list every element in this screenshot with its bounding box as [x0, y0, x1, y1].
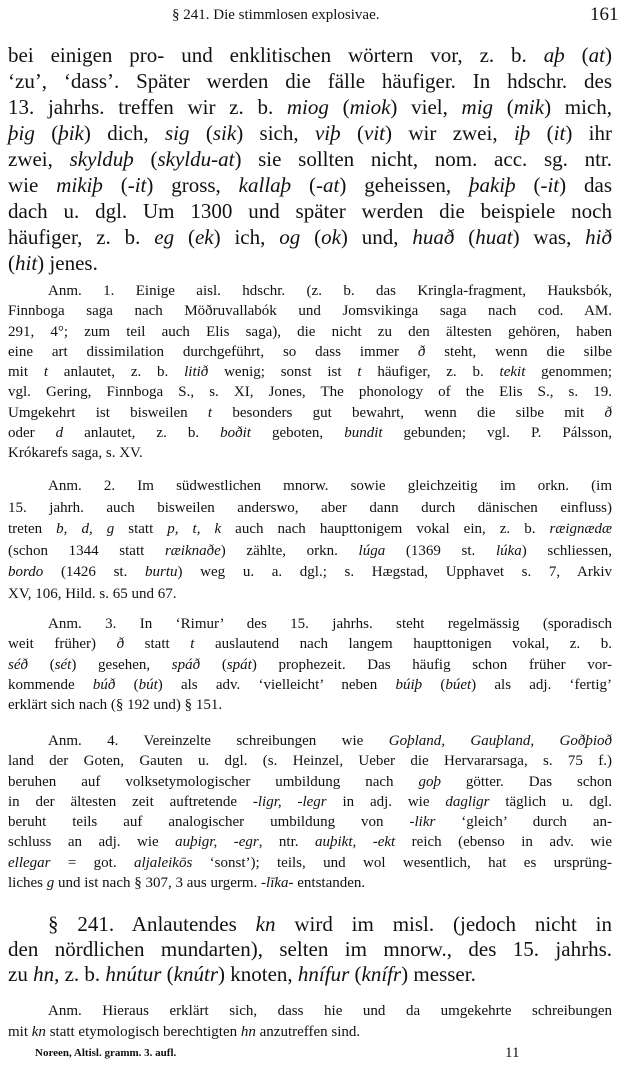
text-run: besonders gut bewahrt, wenn die silbe mit [212, 404, 605, 421]
text-run: ( [189, 121, 213, 145]
text-run: auslautend nach langem haupttonigen vokal, z. b. [194, 636, 612, 653]
text-run: (1369 st. [385, 542, 496, 559]
text-line [8, 731, 612, 751]
italic-word: -likr [409, 814, 436, 831]
italic-word: bordo [8, 564, 44, 580]
text-run: (1426 st. [43, 564, 146, 580]
italic-word: knútr [173, 962, 218, 986]
text-line [8, 962, 612, 987]
text-run: , z. b. [54, 962, 106, 986]
italic-word: lúga [358, 542, 386, 559]
text-run: XV, 106, Hild. s. 65 und 67. [8, 585, 177, 602]
text-run: ‘sonst’); teils, und wol wesentlich, hat es ursprüng- [192, 854, 612, 871]
text-line [8, 443, 612, 463]
text-line [8, 322, 612, 342]
text-run: Anm. 3. In ‘Rimur’ des 15. jahrhs. steht regelmässig (sporadisch [48, 616, 612, 632]
text-line [8, 751, 612, 771]
italic-word: miog [286, 95, 329, 119]
text-run: statt [114, 521, 168, 537]
text-line [8, 382, 612, 402]
text-line [8, 301, 612, 321]
text-run: mit [8, 364, 44, 381]
text-run: ( [328, 95, 350, 119]
text-line [8, 519, 612, 541]
text-line [8, 250, 612, 276]
italic-word: tekit [499, 364, 526, 381]
text-run: ( [34, 121, 59, 145]
text-run: kommende [8, 676, 93, 693]
text-line [8, 403, 612, 423]
italic-word: it [553, 121, 566, 145]
italic-word: mikiþ [56, 173, 103, 197]
text-run: ( [564, 43, 589, 67]
italic-word: miok [349, 95, 391, 119]
italic-word: t [190, 636, 195, 653]
text-run: geboten, [250, 425, 345, 442]
text-run: schluss an adj. wie [8, 834, 176, 851]
text-line [8, 42, 612, 68]
text-run: anlautet, z. b. [63, 425, 221, 442]
text-run: reich (ebenso in adv. wie [395, 834, 612, 851]
text-run: häufiger, z. b. [361, 364, 500, 381]
italic-word: búð [92, 676, 116, 693]
italic-word: bundit [344, 425, 383, 442]
italic-word: séð [8, 656, 28, 673]
text-run: täglich u. dgl. [489, 793, 612, 810]
text-run: ( [133, 147, 158, 171]
text-run: ) und, [340, 225, 413, 249]
text-run: ) messer. [401, 962, 476, 986]
italic-word: hn [33, 962, 55, 986]
text-run: ) schliessen, [521, 542, 612, 559]
text-run: gebunden; vgl. P. Pálsson, [382, 425, 612, 442]
italic-word: ræignædæ [549, 521, 613, 537]
text-line [8, 68, 612, 94]
text-run: ) prophezeit. Das häufig schon früher vor- [251, 656, 612, 673]
running-title: § 241. Die stimmlosen explosivae. [172, 7, 380, 23]
italic-word: sik [212, 121, 237, 145]
italic-word: hn [240, 1024, 256, 1040]
text-run: ) viel, [390, 95, 462, 119]
italic-word: skylduþ [69, 147, 134, 171]
text-run: ( [102, 173, 128, 197]
text-line [8, 562, 612, 584]
italic-word: burtu [145, 564, 178, 580]
italic-word: ellegar [8, 854, 51, 871]
italic-word: mik [513, 95, 545, 119]
text-run: wird im misl. (jedoch nicht in [275, 912, 612, 936]
text-line [8, 281, 612, 301]
italic-word: -it [540, 173, 560, 197]
text-line [8, 172, 612, 198]
anm-5 [8, 1001, 612, 1043]
text-run: ( [349, 962, 362, 986]
italic-word: ræiknaðe [164, 542, 221, 559]
text-run: treten [8, 521, 57, 537]
text-run: ) mich, [544, 95, 613, 119]
italic-word: hið [585, 225, 613, 249]
text-run: 15. jahrh. auch bisweilen anderswo, aber dann durch dänischen einfluss) [8, 499, 612, 516]
text-line [8, 772, 612, 792]
text-run: Anm. 1. Einige aisl. hdschr. (z. b. das Kringla-fragment, Hauksbók, [48, 283, 612, 299]
italic-word: ok [321, 225, 341, 249]
main-text [8, 42, 612, 276]
italic-word: iþ [513, 121, 531, 145]
text-run: ) gross, [146, 173, 239, 197]
text-run: ) ich, [213, 225, 280, 249]
text-run: Anm. 2. Im südwestlichen mnorw. sowie gleichzeitig im orkn. (im [48, 478, 612, 494]
text-run: ( [493, 95, 514, 119]
footer-source: Noreen, Altisl. gramm. 3. aufl. [35, 1047, 177, 1059]
text-line [8, 655, 612, 675]
text-line [8, 1022, 612, 1043]
text-line [8, 498, 612, 520]
text-run: auch nach haupttonigem vokal ein, z. b. [221, 521, 550, 537]
italic-word: búet [445, 676, 472, 693]
italic-word: huat [475, 225, 513, 249]
text-run: anzutreffen sind. [255, 1024, 361, 1040]
text-run: oder [8, 425, 56, 442]
italic-word: mig [461, 95, 494, 119]
text-run: (schon 1344 statt [8, 542, 165, 559]
anm-3 [8, 614, 612, 715]
italic-word: -ligr, -legr [252, 793, 327, 810]
italic-word: þakiþ [468, 173, 516, 197]
italic-word: p, t, k [167, 521, 222, 537]
running-header [0, 4, 620, 28]
text-run: ) ihr [565, 121, 613, 145]
text-run: ) dich, [83, 121, 165, 145]
text-run: ‘gleich’ durch an- [435, 814, 612, 831]
italic-word: t [207, 404, 213, 421]
text-run: Umgekehrt ist bisweilen [8, 404, 208, 421]
text-run: vgl. Gering, Finnboga S., s. XI, Jones, The phonology of the Elis S., s. 19. [8, 384, 612, 401]
italic-word: hnífur [297, 962, 350, 986]
text-run: , ntr. [258, 834, 315, 851]
anm-2 [8, 476, 612, 605]
italic-word: spáð [171, 656, 201, 673]
text-line [8, 614, 612, 634]
italic-word: -līka- [261, 875, 294, 892]
italic-word: -at [316, 173, 340, 197]
text-run: ) gesehen, [71, 656, 172, 673]
text-run: weit früher) [8, 636, 117, 653]
italic-word: boðit [220, 425, 251, 442]
text-line [8, 476, 612, 498]
text-run: und ist nach § 307, 3 aus urgerm. [54, 875, 262, 892]
text-run: steht, wenn die silbe [425, 343, 612, 360]
text-line [8, 584, 612, 606]
text-run: ( [454, 225, 476, 249]
italic-word: vit [364, 121, 385, 145]
page-number: 161 [590, 4, 619, 25]
text-line [8, 342, 612, 362]
text-line [8, 853, 612, 873]
text-line [8, 224, 612, 250]
italic-word: goþ [418, 773, 441, 790]
italic-word: auþigr, -egr [175, 834, 259, 851]
text-run: dach u. dgl. Um 1300 und später werden die beispiele noch [8, 199, 612, 223]
italic-word: aljaleikōs [133, 854, 193, 871]
italic-word: hnútur [105, 962, 162, 986]
text-run: ) [605, 43, 612, 67]
italic-word: at [588, 43, 605, 67]
text-run: in der ältesten zeit auftretende [8, 793, 253, 810]
text-run: beruht teils auf analogischer umbildung von [8, 814, 410, 831]
text-run: ) sich, [236, 121, 315, 145]
text-run: Finnboga saga nach Möðruvallabók und Jomsvikinga saga nach cod. AM. [8, 303, 612, 320]
text-run: ( [515, 173, 541, 197]
italic-word: huað [412, 225, 455, 249]
text-line [8, 634, 612, 654]
italic-word: sig [164, 121, 190, 145]
text-line [8, 937, 612, 962]
text-line [8, 94, 612, 120]
text-run: häufiger, z. b. [8, 225, 155, 249]
italic-word: g [46, 875, 55, 892]
italic-word: búiþ [395, 676, 423, 693]
text-run: ) als adv. ‘vielleicht’ neben [157, 676, 396, 693]
text-run: ( [300, 225, 322, 249]
text-run: ( [422, 676, 446, 693]
text-line [8, 198, 612, 224]
text-line [8, 675, 612, 695]
text-line [8, 1001, 612, 1022]
italic-word: ð [116, 636, 125, 653]
italic-word: bút [138, 676, 158, 693]
italic-word: viþ [314, 121, 341, 145]
italic-word: spát [226, 656, 252, 673]
text-run: wie [8, 173, 57, 197]
italic-word: litið [184, 364, 209, 381]
text-line [8, 792, 612, 812]
italic-word: kn [255, 912, 276, 936]
text-run: liches [8, 875, 47, 892]
italic-word: Goþland, Gauþland, Goðþioð [388, 733, 612, 749]
text-run: 13. jahrhs. treffen wir z. b. [8, 95, 287, 119]
text-run: in adj. wie [326, 793, 446, 810]
italic-word: t [357, 364, 362, 381]
italic-word: hit [15, 251, 38, 275]
text-run: ( [200, 656, 227, 673]
text-run: ‘zu’, ‘dass’. Später werden die fälle häufiger. In hdschr. des [8, 69, 612, 93]
italic-word: eg [154, 225, 175, 249]
text-run: anlautet, z. b. [47, 364, 185, 381]
text-run: ( [340, 121, 364, 145]
text-run: ) wir zwei, [385, 121, 514, 145]
text-run: = got. [50, 854, 134, 871]
text-run: erklärt sich nach (§ 192 und) § 151. [8, 697, 223, 714]
italic-word: aþ [543, 43, 565, 67]
text-run: statt [124, 636, 191, 653]
text-run: zwei, [8, 147, 70, 171]
italic-word: sét [54, 656, 72, 673]
italic-word: ð [417, 343, 426, 360]
italic-word: ð [604, 404, 612, 421]
text-run: statt etymologisch berechtigten [45, 1024, 241, 1040]
text-run: bei einigen pro- und enklitischen wörtern vor, z. b. [8, 43, 544, 67]
text-run: ) jenes. [37, 251, 98, 275]
text-line [8, 146, 612, 172]
text-run: ) was, [512, 225, 586, 249]
text-run: ( [174, 225, 195, 249]
italic-word: b, d, g [56, 521, 115, 537]
text-run: ( [115, 676, 139, 693]
text-run: beruhen auf volksetymologischer umbildung nach [8, 773, 419, 790]
italic-word: þik [58, 121, 84, 145]
italic-word: þig [8, 121, 35, 145]
text-run: ) geheissen, [339, 173, 469, 197]
text-run: wenig; sonst ist [208, 364, 358, 381]
section-241 [8, 912, 612, 987]
signature-mark: 11 [505, 1045, 520, 1061]
text-run: zu [8, 962, 34, 986]
text-run: ( [161, 962, 174, 986]
text-run: eine art dissimilation durchgeführt, so dass immer [8, 343, 418, 360]
text-run: 291, 4°; zum teil auch Elis saga), die nicht zu den ältesten gehören, haben [8, 323, 612, 340]
anm-4 [8, 731, 612, 893]
italic-word: auþikt, -ekt [315, 834, 396, 851]
text-line [8, 873, 612, 893]
text-run: Krókarefs saga, s. XV. [8, 445, 143, 462]
text-run: entstanden. [293, 875, 366, 892]
text-run: ) knoten, [218, 962, 298, 986]
text-line [8, 423, 612, 443]
italic-word: knífr [361, 962, 402, 986]
italic-word: kn [31, 1024, 46, 1040]
text-run: genommen; [525, 364, 612, 381]
text-run: ( [530, 121, 554, 145]
text-run: land der Goten, Gauten u. dgl. (s. Heinzel, Ueber die Hervararsaga, s. 75 f.) [8, 753, 612, 770]
italic-word: -it [127, 173, 147, 197]
text-line [8, 912, 612, 937]
italic-word: lúka [495, 542, 522, 559]
italic-word: t [43, 364, 48, 381]
text-run: ( [291, 173, 317, 197]
italic-word: skyldu-at [157, 147, 235, 171]
text-line [8, 832, 612, 852]
text-run: ) sie sollten nicht, nom. acc. sg. ntr. [234, 147, 612, 171]
text-line [8, 120, 612, 146]
text-run: götter. Das schon [440, 773, 612, 790]
anm-1 [8, 281, 612, 464]
text-run: ) zählte, orkn. [220, 542, 359, 559]
italic-word: og [279, 225, 301, 249]
text-line [8, 541, 612, 563]
text-line [8, 812, 612, 832]
text-run: Anm. 4. Vereinzelte schreibungen wie [48, 733, 389, 749]
italic-word: d [55, 425, 64, 442]
text-run: Anm. Hieraus erklärt sich, dass hie und da umgekehrte schreibungen [48, 1003, 612, 1019]
italic-word: kallaþ [238, 173, 292, 197]
text-run: ( [8, 251, 15, 275]
text-run: ) weg u. a. dgl.; s. Hægstad, Upphavet s. 7, Arkiv [177, 564, 613, 580]
italic-word: ek [194, 225, 214, 249]
text-run: § 241. Anlautendes [48, 912, 256, 936]
text-line [8, 695, 612, 715]
text-run: ) als adj. ‘fertig’ [471, 676, 613, 693]
text-line [8, 362, 612, 382]
text-run: den nördlichen mundarten), selten im mnorw., des 15. jahrhs. [8, 937, 612, 961]
text-run: mit [8, 1024, 32, 1040]
italic-word: dagligr [445, 793, 490, 810]
text-run: ) das [559, 173, 612, 197]
text-run: ( [28, 656, 55, 673]
